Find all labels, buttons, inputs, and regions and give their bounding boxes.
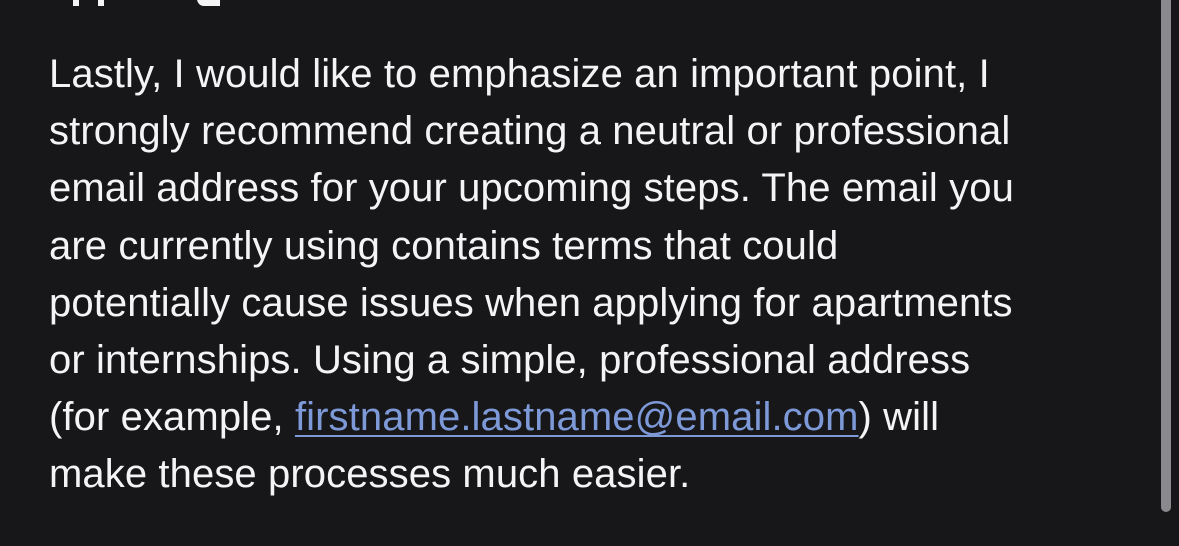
text-after-link: ) will	[858, 395, 940, 440]
text-before-link: (for example,	[49, 395, 295, 440]
message-line-8: make these processes much easier.	[49, 452, 691, 497]
message-paragraph	[49, 46, 1149, 504]
clipped-descender-fragment	[98, 0, 104, 6]
message-line-1: Lastly, I would like to emphasize an important point, I	[49, 52, 990, 96]
message-line-3: email address for your upcoming steps. The email you	[49, 166, 1014, 211]
message-line-5: potentially cause issues when applying for apartments	[49, 280, 1013, 325]
message-line-6: or internships. Using a simple, professional address	[49, 337, 971, 382]
email-address-link[interactable]: firstname.lastname@email.com	[294, 395, 859, 440]
message-line-4: are currently using contains terms that could	[49, 223, 839, 268]
clipped-descender-fragment	[73, 0, 79, 6]
message-line-7	[49, 389, 1149, 446]
clipped-descender-fragment	[197, 0, 220, 6]
scrollbar-thumb[interactable]	[1161, 0, 1171, 512]
message-line-2: strongly recommend creating a neutral or professional	[49, 109, 1011, 154]
